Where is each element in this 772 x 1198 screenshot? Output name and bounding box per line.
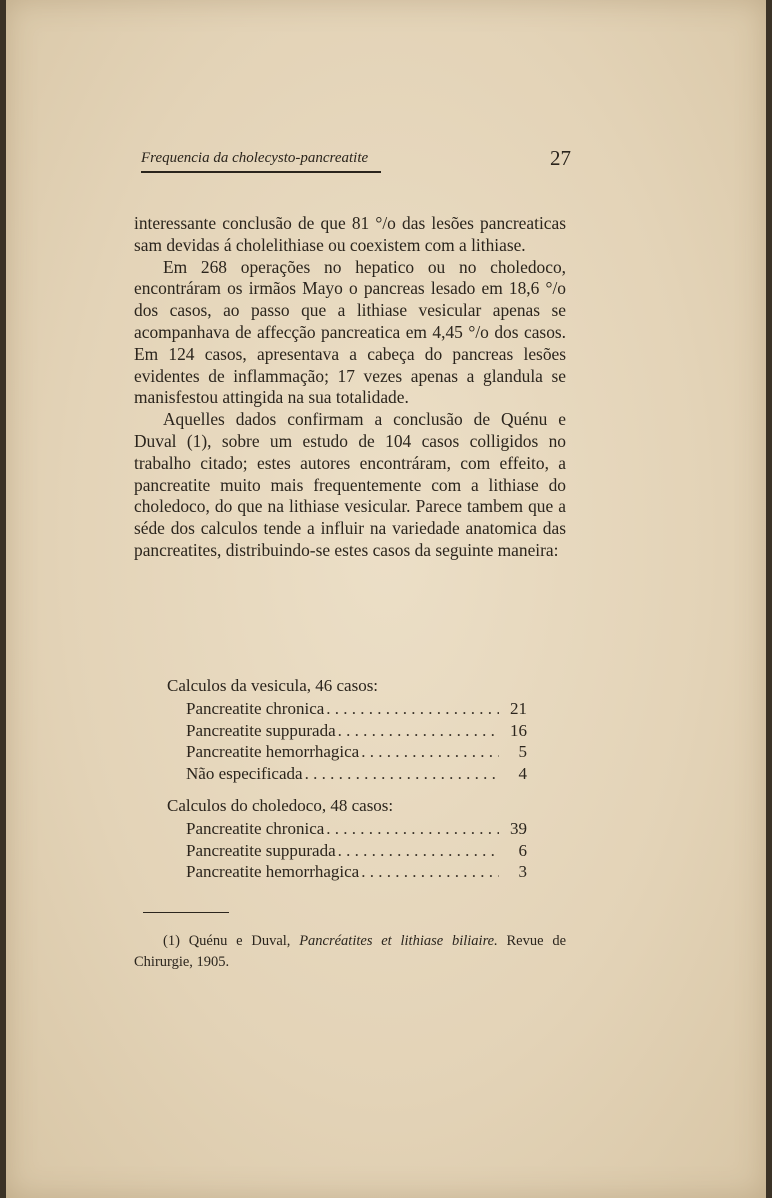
row-value: 3 <box>518 862 527 881</box>
row-value: 5 <box>518 742 527 761</box>
footnote-title: Pancréatites et lithiase biliaire. <box>299 933 498 949</box>
page-number: 27 <box>550 146 571 170</box>
footnote <box>134 931 566 973</box>
table-row <box>186 840 527 862</box>
table-row <box>186 818 527 840</box>
leader-dots <box>324 698 499 720</box>
leader-dots <box>324 818 499 840</box>
table-group <box>167 794 527 883</box>
leader-dots <box>359 741 499 763</box>
leader-dots <box>303 763 499 785</box>
row-value: 6 <box>518 840 527 860</box>
row-label: Pancreatite chronica <box>186 699 325 718</box>
group-title: Calculos do choledoco, 48 casos: <box>167 796 394 815</box>
leader-dots <box>336 720 499 742</box>
book-page <box>6 0 766 1198</box>
row-value: 4 <box>518 763 527 783</box>
table-row <box>186 763 527 785</box>
page-header <box>141 146 571 176</box>
table-row <box>186 741 527 763</box>
row-value: 16 <box>510 720 527 740</box>
running-title: Frequencia da cholecysto-pancreatite <box>141 150 381 173</box>
body-text <box>134 213 566 562</box>
row-value: 21 <box>510 699 527 718</box>
footnote-marker: (1) <box>163 933 180 949</box>
table-row <box>186 861 527 883</box>
row-label: Pancreatite suppurada <box>186 720 336 740</box>
row-label: Pancreatite hemorrhagica <box>186 742 360 761</box>
leader-dots <box>336 840 499 862</box>
row-label: Pancreatite chronica <box>186 819 325 838</box>
paragraph: Aquelles dados confirmam a conclusão de Quénu e Duval (1), sobre um estudo de 104 casos colligidos no trabalho citado; estes autores encontráram, com effeito, a pancreatite muito mais frequentemente com a lithiase do choledoco, do que na lithiase vesicular. Parece tambem que a séde dos calculos tende a influir na variedade anatomica das pancreatites, distribuindo-se estes casos da seguinte maneira: <box>134 409 566 560</box>
footnote-source: Revue de Chirurgie, 1905. <box>134 933 567 970</box>
row-label: Pancreatite suppurada <box>186 840 336 860</box>
paragraph: Em 268 operações no hepatico ou no choledoco, encontráram os irmãos Mayo o pancreas lesado em 18,6 °/o dos casos, ao passo que a lithiase vesicular apenas se acompanhava de affecção pancreatica em 4,45 °/o dos casos. Em 124 casos, apresentava a cabeça do pancreas lesões evidentes de inflammação; 17 vezes apenas a glandula se manisfestou attingida na sua totalidade. <box>134 256 566 408</box>
row-label: Não especificada <box>186 763 303 783</box>
table-row <box>186 698 527 720</box>
footnote-rule <box>143 912 229 913</box>
table-row <box>186 720 527 742</box>
row-label: Pancreatite hemorrhagica <box>186 862 360 881</box>
row-value: 39 <box>510 819 527 838</box>
paragraph: interessante conclusão de que 81 °/o das lesões pancreaticas sam devidas á cholelithiase ou coexistem com a lithiase. <box>134 213 566 255</box>
table-group <box>167 674 527 784</box>
case-distribution-table <box>167 674 527 883</box>
footnote-authors: Quénu e Duval, <box>188 933 291 949</box>
group-title: Calculos da vesicula, 46 casos: <box>167 676 379 695</box>
leader-dots <box>359 861 499 883</box>
